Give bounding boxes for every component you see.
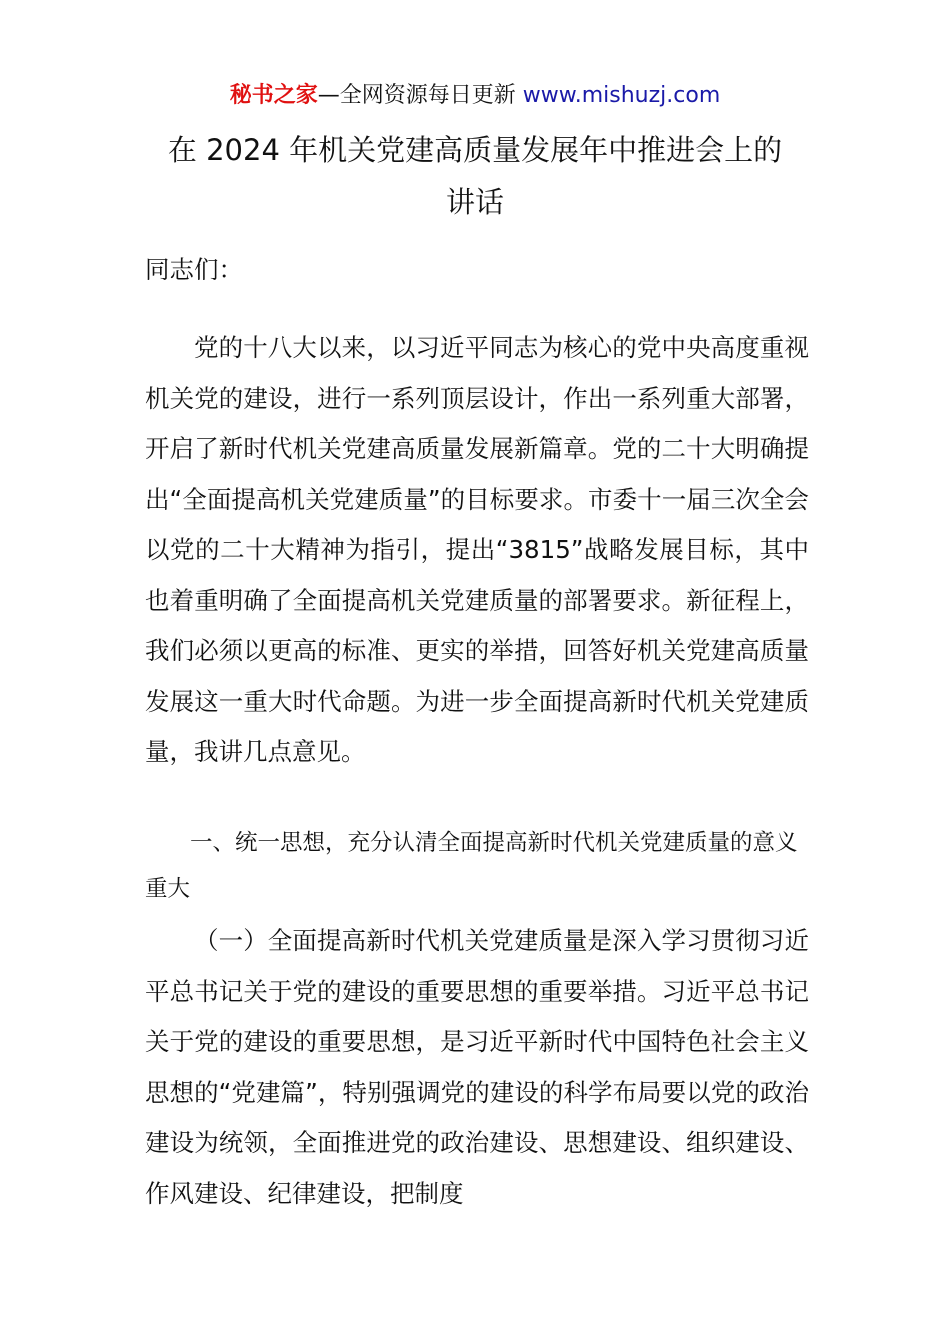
- brand-name: 秘书之家: [229, 83, 318, 108]
- site-url-link[interactable]: www.mishuzj.com: [522, 83, 721, 108]
- title-line-1: 在 2024 年机关党建高质量发展年中推进会上的: [167, 133, 783, 167]
- header-tagline: —全网资源每日更新: [317, 83, 516, 108]
- document-title: [140, 124, 810, 228]
- paragraph-subsection-1: （一）全面提高新时代机关党建质量是深入学习贯彻习近平总书记关于党的建设的重要思想的重要举措。习近平总书记关于党的建设的重要思想，是习近平新时代中国特色社会主义思想的“党建篇”，特别强调党的建设的科学布局要以党的政治建设为统领，全面推进党的政治建设、思想建设、组织建设、作风建设、纪律建设，把制度: [145, 926, 809, 1208]
- paragraph-intro: 党的十八大以来，以习近平同志为核心的党中央高度重视机关党的建设，进行一系列顶层设计，作出一系列重大部署，开启了新时代机关党建高质量发展新篇章。党的二十大明确提出“全面提高机关党建质量”的目标要求。市委十一届三次全会以党的二十大精神为指引，提出“3815”战略发展目标，其中也着重明确了全面提高机关党建质量的部署要求。新征程上，我们必须以更高的标准、更实的举措，回答好机关党建高质量发展这一重大时代命题。为进一步全面提高新时代机关党建质量，我讲几点意见。: [145, 333, 809, 766]
- salutation: 同志们：: [145, 255, 243, 284]
- section-heading: 一、统一思想，充分认清全面提高新时代机关党建质量的意义重大: [145, 830, 798, 902]
- site-header: [0, 80, 950, 112]
- title-line-2: 讲话: [445, 185, 504, 219]
